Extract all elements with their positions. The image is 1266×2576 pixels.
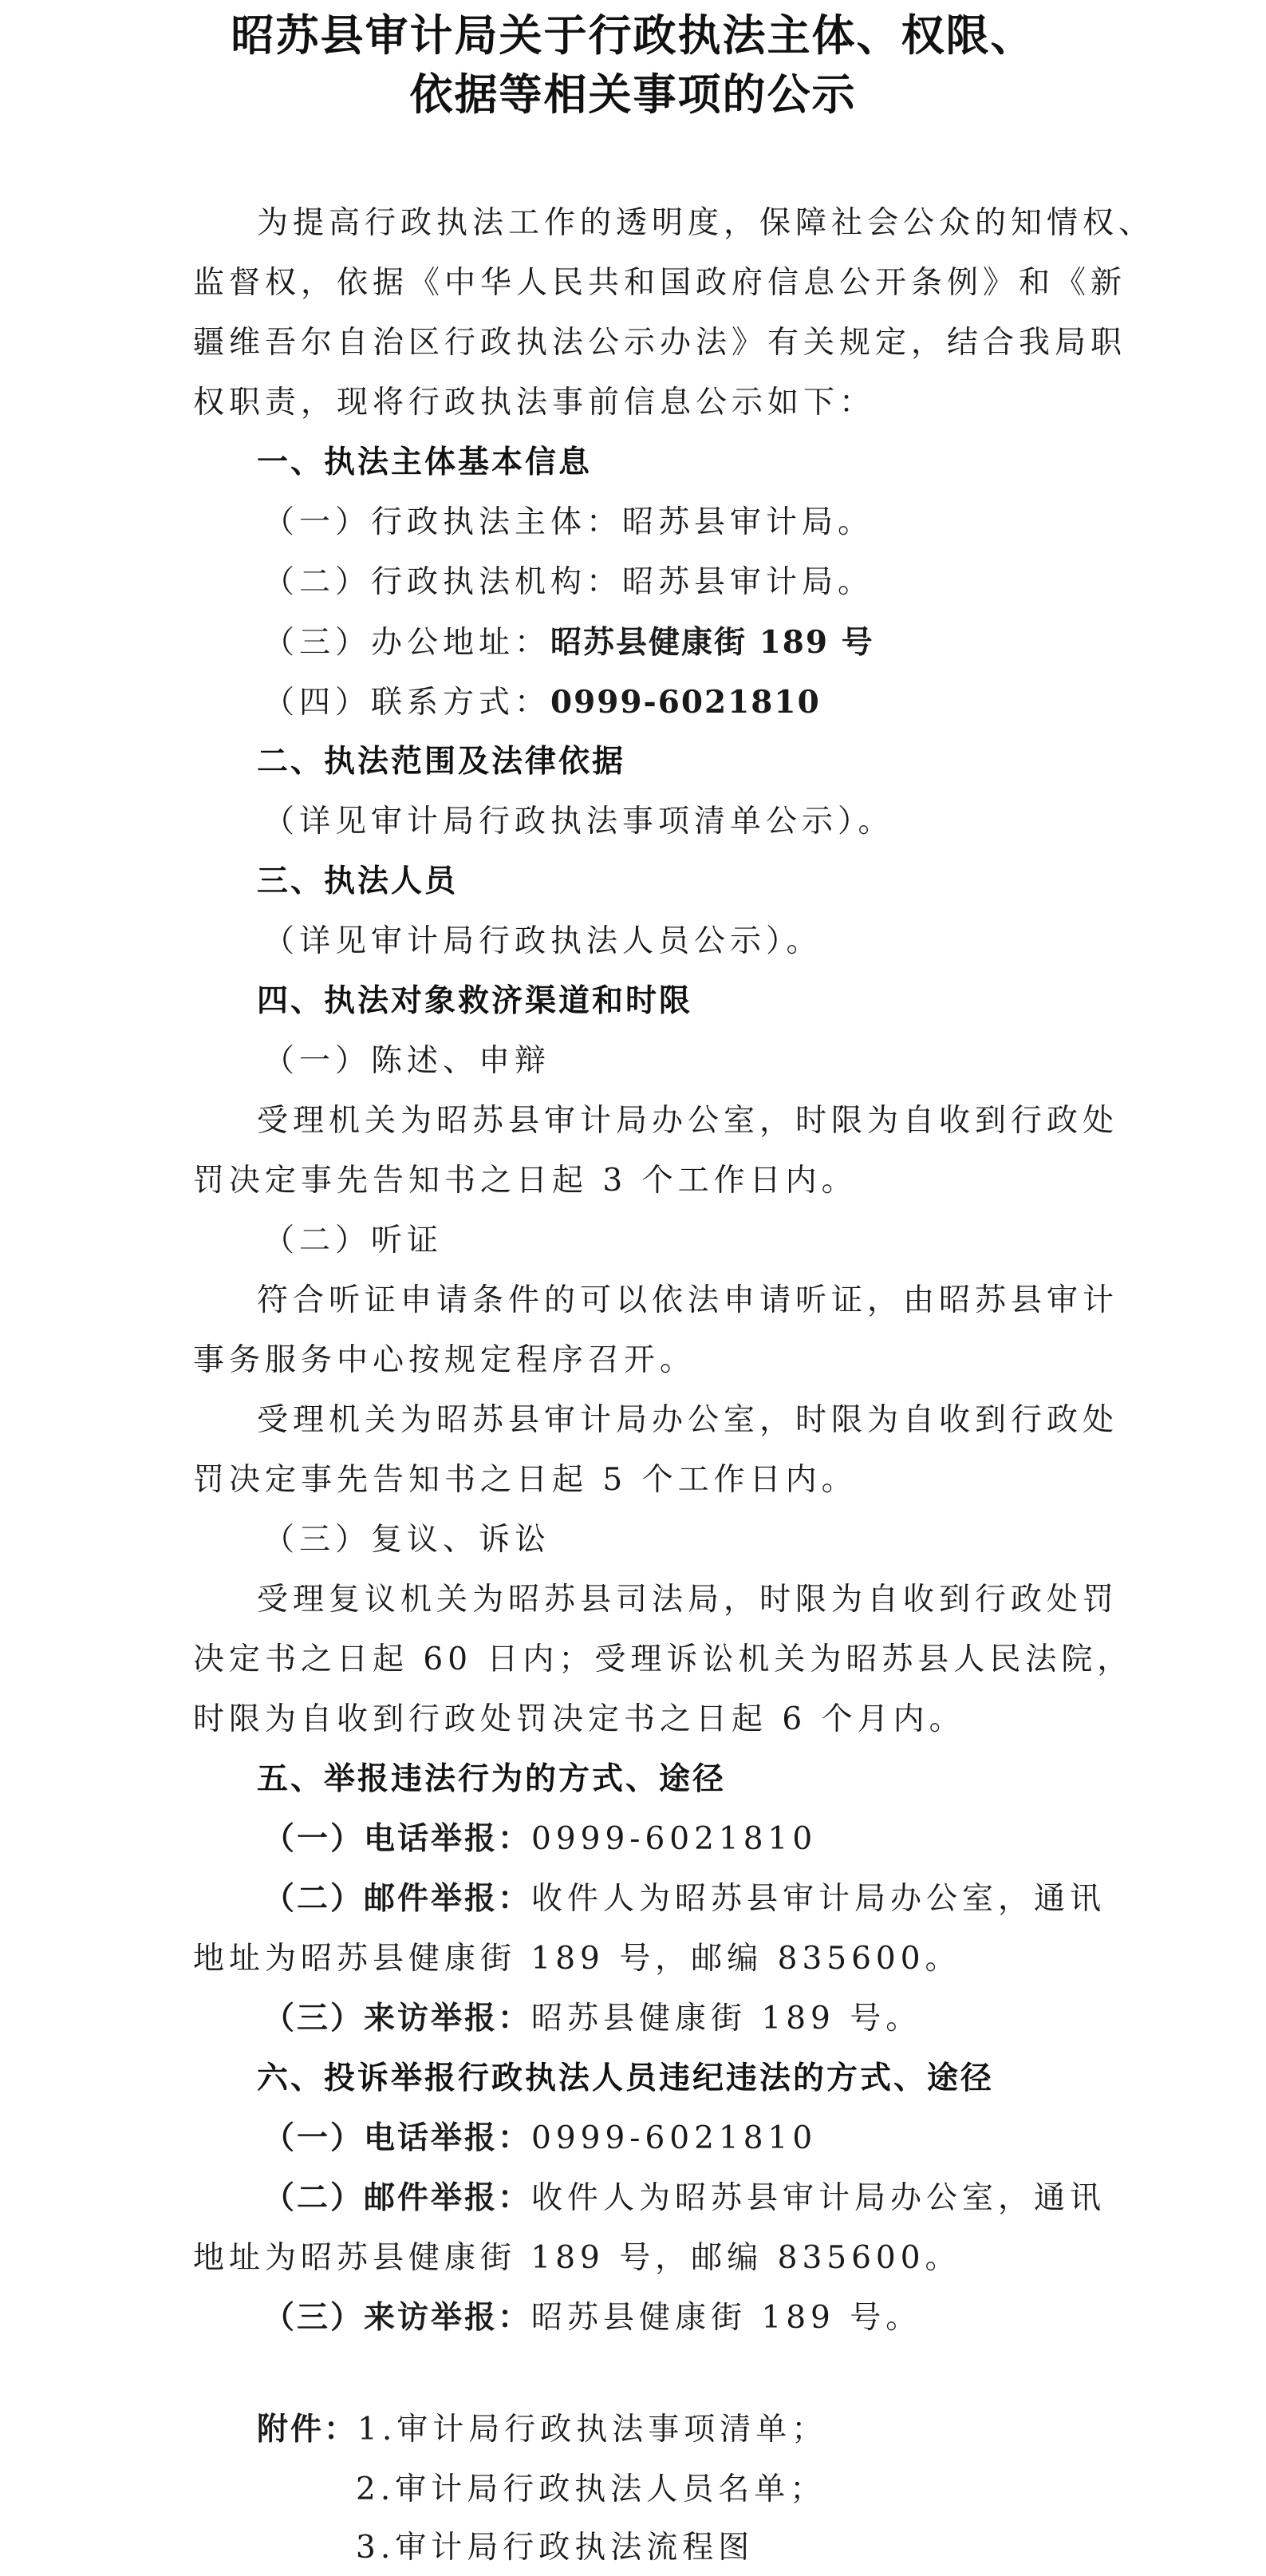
section5-item-3 [263, 1999, 1149, 2039]
intro-line-4: 权职责，现将行政执法事前信息公示如下： [193, 385, 876, 421]
section4-sub3-line-3: 时限为自收到行政处罚决定书之日起 6 个月内。 [193, 1701, 965, 1737]
section6-item-2-cont: 地址为昭苏县健康街 189 号，邮编 835600。 [193, 2240, 961, 2276]
attachments-line-1 [257, 2410, 1142, 2450]
section6-item-3 [263, 2298, 1149, 2338]
section2-text: （详见审计局行政执法事项清单公示）。 [263, 804, 894, 840]
section2-heading: 二、执法范围及法律依据 [257, 744, 626, 780]
section1-item-3-value: 昭苏县健康街 189 号 [550, 624, 874, 661]
section6-item-1-value: 0999-6021810 [531, 2120, 818, 2156]
section5-item-2 [263, 1879, 1149, 1919]
attachment-item-1: 1.审计局行政执法事项清单； [357, 2412, 828, 2448]
attachment-item-2: 2.审计局行政执法人员名单； [356, 2471, 826, 2507]
intro-line-2: 监督权，依据《中华人民共和国政府信息公开条例》和《新 [193, 265, 1127, 301]
section4-sub2-para2-line-2: 罚决定事先告知书之日起 5 个工作日内。 [193, 1462, 858, 1498]
section3-text: （详见审计局行政执法人员公示）。 [263, 923, 822, 959]
section4-sub2-para2-line-1: 受理机关为昭苏县审计局办公室，时限为自收到行政处 [257, 1402, 1119, 1438]
section4-sub2-label: （二）听证 [263, 1223, 444, 1258]
section5-item-2-label: （二）邮件举报： [263, 1881, 532, 1917]
section1-item-1-value: 昭苏县审计局。 [622, 504, 874, 540]
document-title-line-1: 昭苏县审计局关于行政执法主体、权限、 [231, 10, 1035, 61]
section4-heading: 四、执法对象救济渠道和时限 [257, 983, 693, 1019]
section3-heading: 三、执法人员 [257, 863, 459, 899]
document-title-line-2: 依据等相关事项的公示 [409, 69, 857, 120]
section5-item-3-value: 昭苏县健康街 189 号。 [531, 2001, 922, 2037]
section1-heading: 一、执法主体基本信息 [257, 444, 593, 480]
section1-item-2-label: （二）行政执法机构： [263, 564, 623, 600]
section6-heading: 六、投诉举报行政执法人员违纪违法的方式、途径 [257, 2060, 995, 2096]
section6-item-3-value: 昭苏县健康街 189 号。 [531, 2300, 922, 2336]
section5-heading: 五、举报违法行为的方式、途径 [257, 1761, 727, 1797]
intro-line-3: 疆维吾尔自治区行政执法公示办法》有关规定，结合我局职 [193, 325, 1127, 361]
section5-item-3-label: （三）来访举报： [263, 2001, 532, 2037]
section1-item-1-label: （一）行政执法主体： [263, 504, 623, 540]
section4-sub1-line-1: 受理机关为昭苏县审计局办公室，时限为自收到行政处 [257, 1103, 1119, 1139]
section4-sub2-para1-line-1: 符合听证申请条件的可以依法申请听证，由昭苏县审计 [257, 1282, 1119, 1318]
section6-item-1 [263, 2119, 1149, 2159]
section1-item-4-label: （四）联系方式： [263, 685, 551, 721]
section4-sub3-line-1: 受理复议机关为昭苏县司法局，时限为自收到行政处罚 [257, 1582, 1119, 1618]
section6-item-1-label: （一）电话举报： [263, 2120, 532, 2156]
intro-line-1: 为提高行政执法工作的透明度，保障社会公众的知情权、 [257, 205, 1155, 241]
section5-item-1 [263, 1819, 1149, 1859]
section5-item-2-value: 收件人为昭苏县审计局办公室，通讯 [531, 1881, 1106, 1917]
section6-item-2-value: 收件人为昭苏县审计局办公室，通讯 [531, 2180, 1106, 2216]
section4-sub3-line-2: 决定书之日起 60 日内；受理诉讼机关为昭苏县人民法院， [193, 1642, 1134, 1677]
section6-item-3-label: （三）来访举报： [263, 2300, 532, 2336]
section5-item-2-cont: 地址为昭苏县健康街 189 号，邮编 835600。 [193, 1941, 961, 1977]
section1-item-3-label: （三）办公地址： [263, 625, 551, 661]
section1-item-3 [263, 622, 1149, 663]
section1-item-1 [263, 503, 1149, 543]
section4-sub3-label: （三）复议、诉讼 [263, 1522, 551, 1558]
section1-item-2-value: 昭苏县审计局。 [622, 564, 874, 600]
section1-item-4-value: 0999-6021810 [550, 684, 821, 721]
attachment-item-3: 3.审计局行政执法流程图 [356, 2530, 755, 2566]
section1-item-4 [263, 682, 1149, 723]
attachments-label: 附件： [257, 2412, 358, 2448]
section5-item-1-value: 0999-6021810 [531, 1821, 818, 1857]
section4-sub2-para1-line-2: 事务服务中心按规定程序召开。 [193, 1342, 696, 1378]
section5-item-1-label: （一）电话举报： [263, 1821, 532, 1857]
section4-sub1-line-2: 罚决定事先告知书之日起 3 个工作日内。 [193, 1163, 858, 1199]
section4-sub1-label: （一）陈述、申辩 [263, 1043, 551, 1079]
section6-item-2-label: （二）邮件举报： [263, 2180, 532, 2216]
section1-item-2 [263, 563, 1149, 603]
section6-item-2 [263, 2179, 1149, 2218]
